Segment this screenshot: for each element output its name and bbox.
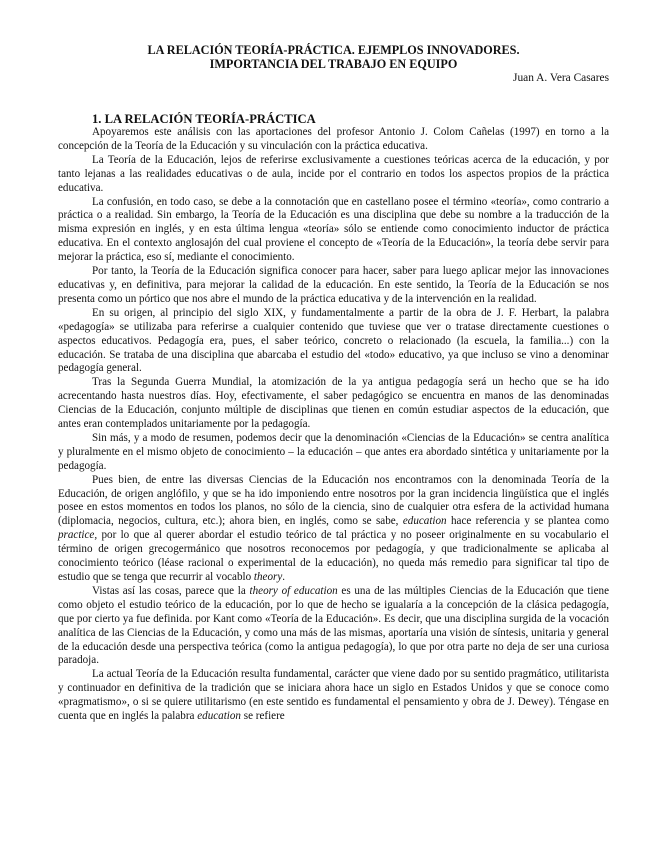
- paragraph-8-text-b: hace referencia y se plantea como: [450, 515, 609, 528]
- paragraph-5: En su origen, al principio del siglo XIX, y fundamentalmente a partir de la obra de J. F. Herbart, la palabra «pedagogía» se utilizaba para referirse a cualquier contenido que tuviese que ver o tratase directamente cuestiones o aspectos educativos. Pedagogía era, pues, el saber teórico, concreto o relacionado (la escuela, la familia...) con la educación. Se trataba de una disciplina que abarcaba el estudio del «todo» educativo, ya que incluso se vino a denominar pedagogía general.: [58, 306, 609, 375]
- paragraph-8-text-d: .: [282, 571, 286, 583]
- paragraph-8-emphasis-theory: theory: [253, 571, 283, 583]
- document-title-line-2: IMPORTANCIA DEL TRABAJO EN EQUIPO: [209, 56, 458, 71]
- author-name: Juan A. Vera Casares: [513, 72, 609, 84]
- paragraph-9: [58, 585, 609, 668]
- paragraph-8-text-a: Pues bien, de entre las diversas Ciencias de la Educación nos encontramos con la denominada Teoría de la Educación, de origen anglófilo, y que se ha ido imponiendo entre nosotros por la gran incidencia lingüística que el inglés posee en estos momentos en todos los planos, no sólo de la ciencia, sino de cualquier otra esfera de la actividad humana (diplomacia, negocios, cultura, etc.); ahora bien, en inglés, como se sabe,: [58, 473, 609, 528]
- document-title-line-1: LA RELACIÓN TEORÍA-PRÁCTICA. EJEMPLOS INNOVADORES.: [147, 43, 520, 57]
- paragraph-2: La Teoría de la Educación, lejos de referirse exclusivamente a cuestiones teóricas acerca de la educación, y por tanto lejanas a las realidades educativas o de aula, incide por el contrario en todos los aspectos propios de la práctica educativa.: [58, 153, 609, 194]
- paragraph-4: Por tanto, la Teoría de la Educación significa conocer para hacer, saber para luego aplicar mejor las innovaciones educativas y, en definitiva, para mejorar la calidad de la educación. En este sentido, la Teoría de la Educación se nos presenta como un pórtico que nos abre el mundo de la práctica educativa y de la intervención en la realidad.: [58, 265, 609, 305]
- paragraph-10-text-a: La actual Teoría de la Educación resulta fundamental, carácter que viene dado por su sentido pragmático, utilitarista y continuador en definitiva de la tradición que se iniciara ahora hace un siglo en Estados Unidos y que se conoce como «pragmatismo», o si se quiere utilitarismo (en este sentido es fundamental el pensamiento y obra de J. Dewey). Téngase en cuenta que en inglés la palabra: [58, 668, 609, 723]
- paragraph-10-text-b: se refiere: [243, 710, 285, 723]
- paragraph-7: Sin más, y a modo de resumen, podemos decir que la denominación «Ciencias de la Educación» se centra analítica y pluralmente en el mismo objeto de conocimiento – la educación – que antes era abordado sintética y unitariamente por la pedagogía.: [58, 431, 609, 472]
- paragraph-8-emphasis-education: education: [402, 515, 447, 528]
- paragraph-9-text-a: Vistas así las cosas, parece que la: [92, 584, 246, 597]
- paragraph-3: La confusión, en todo caso, se debe a la connotación que en castellano posee el término «teoría», como contrario a práctica o a realidad. Sin embargo, la Teoría de la Educación es una disciplina que debe su nombre a la traducción de la misma expresión en inglés, y en esta última lengua «teoría» sólo se entiende como conocimiento inductor de práctica educativa. En el contexto anglosajón del cual proviene el concepto de «Teoría de la Educación», la teoría debe servir para mejorar la práctica, eso sí, mediante el conocimiento.: [58, 195, 609, 264]
- paragraph-8-text-c: por lo que al querer abordar el estudio teórico de tal práctica y no poseer originalmente en su vocabulario el término de origen grecogermánico que nosotros reconocemos por pedagogía, y que tradicionalmente se aplicaba al conocimiento teórico (léase racional o experimental de la educación), no queda más remedio para significar tal tipo de estudio que se tenga que recurrir al vocablo: [58, 529, 609, 583]
- paragraph-6: Tras la Segunda Guerra Mundial, la atomización de la ya antigua pedagogía será un hecho que se ha ido acrecentando hasta nuestros días. Hoy, efectivamente, el saber pedagógico se encuentra en manos de las denominadas Ciencias de la Educación, conjunto múltiple de disciplinas que tienen en común estudiar aspectos de la educación, que antes eran contemplados unitariamente por la pedagogía.: [58, 376, 609, 431]
- paragraph-1: Apoyaremos este análisis con las aportaciones del profesor Antonio J. Colom Cañelas (1997) en torno a la concepción de la Teoría de la Educación y su vinculación con la práctica educativa.: [58, 126, 609, 152]
- paragraph-8: [58, 474, 609, 585]
- paragraph-9-emphasis-theory-of-education: theory of education: [249, 584, 338, 597]
- section-heading: 1. LA RELACIÓN TEORÍA-PRÁCTICA: [92, 112, 316, 126]
- paragraph-9-text-b: es una de las múltiples Ciencias de la Educación que tiene como objeto el estudio teórico de la educación, por lo que de hecho se igualaría a la concepción de la clásica pedagogía, que por cierto ya fue definida. por Kant como «Teoría de la Educación». Es decir, que una disciplina surgida de la vocación analítica de las Ciencias de la Educación, y como una más de las mismas, aportaría una visión de síntesis, unitaria y general de la educación desde una perspectiva teórica (como la antigua pedagogía), lo que por otra parte no deja de ser una curiosa paradoja.: [58, 584, 609, 667]
- paragraph-10: [58, 668, 609, 724]
- paragraph-10-emphasis-education: education: [197, 710, 241, 723]
- paragraph-8-emphasis-practice: practice,: [58, 529, 98, 542]
